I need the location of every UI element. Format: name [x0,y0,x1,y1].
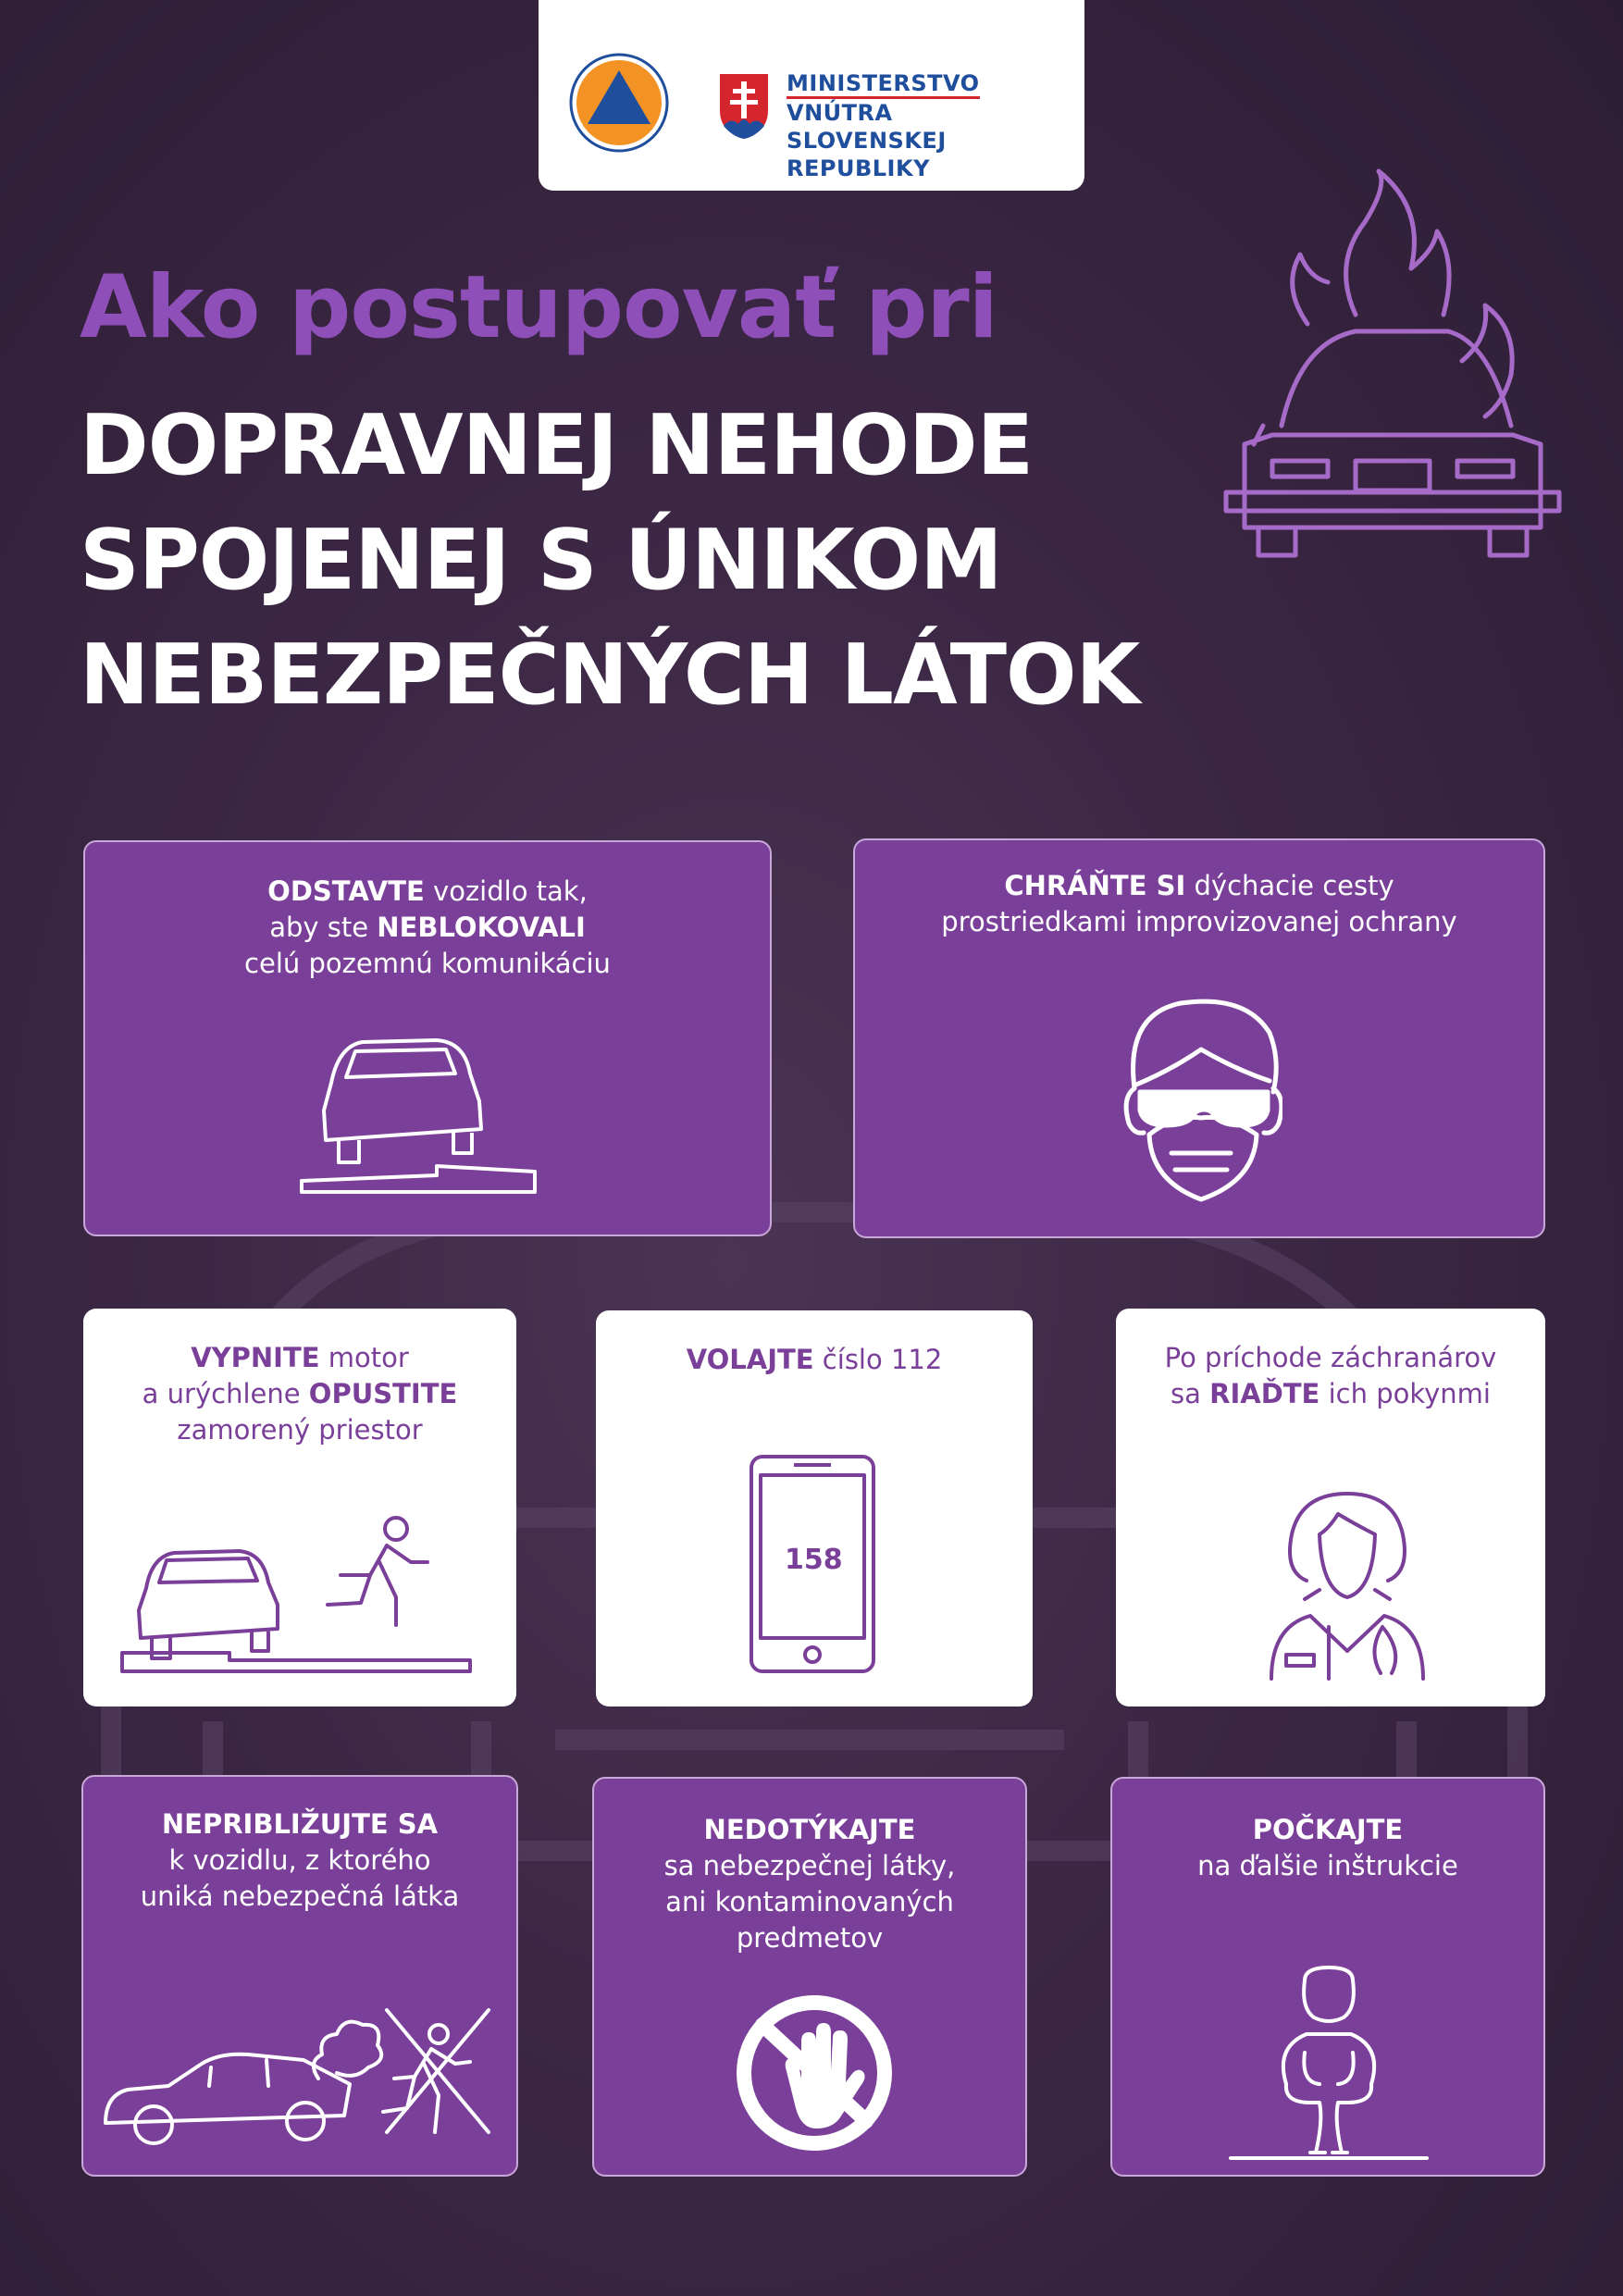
card-wait [1110,1777,1545,2177]
face-mask-icon [1116,996,1282,1209]
ministry-name [787,69,1084,182]
card-protect-bold1: CHRÁŇTE SI [1004,870,1186,901]
card-park-text2: aby ste [269,912,378,943]
card-wait-bold1: POČKAJTE [1252,1814,1404,1845]
title-line1: DOPRAVNEJ NEHODE [80,397,1034,494]
ministry-line2: VNÚTRA [787,100,893,126]
card-park-text3: celú pozemnú komunikáciu [244,948,611,979]
card-notouch-bold1: NEDOTÝKAJTE [703,1814,916,1845]
card-engine-text1: motor [319,1342,409,1373]
civil-protection-logo [568,52,670,154]
card-call-bold1: VOLAJTE [686,1344,814,1375]
card-wait-text1: na ďalšie inštrukcie [1197,1850,1458,1881]
card-protect-text [873,868,1525,940]
card-wait-text [1131,1812,1525,1884]
card-engine-text3: zamorený priestor [177,1414,423,1446]
card-notouch-text1: sa nebezpečnej látky, [663,1850,956,1881]
card-notouch-text3: predmetov [736,1922,884,1954]
page-title [80,389,1139,733]
leaking-car-no-approach-icon [100,1993,507,2160]
card-park-bold2: NEBLOKOVALI [377,912,586,943]
sitting-person-icon [1227,1964,1431,2167]
title-line2: SPOJENEJ S ÚNIKOM [80,512,1002,609]
card-rescuers-text1: Po príchode záchranárov [1164,1342,1497,1373]
card-rescuers-bold1: RIAĎTE [1209,1378,1320,1409]
burning-car-icon [1171,167,1578,574]
card-protect-text1: dýchacie cesty [1185,870,1394,901]
card-rescuers-text [1134,1340,1527,1412]
card-park-text [104,874,751,982]
card-do-not-touch [592,1777,1027,2177]
card-call-text1: číslo 112 [813,1344,943,1375]
header-logo-plate [539,0,1084,191]
slovak-coat-of-arms-icon [718,72,770,141]
card-protect-text2: prostriedkami improvizovanej ochrany [941,906,1457,937]
no-touch-hand-icon [731,1990,898,2156]
card-keepaway-text2: uniká nebezpečná látka [140,1880,460,1912]
ministry-line1: MINISTERSTVO [787,70,980,99]
card-keepaway-bold1: NEPRIBLIŽUJTE SA [161,1808,439,1840]
card-keep-away [81,1775,518,2177]
card-park-text1: vozidlo tak, [424,875,588,907]
ministry-line3: SLOVENSKEJ REPUBLIKY [787,128,947,181]
card-notouch-text2: ani kontaminovaných [665,1886,954,1917]
card-keepaway-text [102,1806,498,1915]
car-on-curb-icon [298,1036,557,1203]
card-keepaway-text1: k vozidlu, z ktorého [168,1844,431,1876]
card-park-vehicle [83,840,772,1236]
title-lead: Ako postupovať pri [80,257,997,358]
card-notouch-text [613,1812,1007,1956]
medic-icon [1264,1488,1431,1682]
card-engine-text [102,1340,498,1448]
card-call-112 [596,1310,1033,1706]
card-engine-off [83,1309,516,1706]
card-rescuers-text2: sa [1171,1378,1210,1409]
card-call-text [614,1342,1014,1378]
title-line3: NEBEZPEČNÝCH LÁTOK [80,627,1140,724]
card-engine-bold2: OPUSTITE [308,1378,458,1409]
card-park-bold1: ODSTAVTE [267,875,425,907]
card-engine-bold1: VYPNITE [191,1342,320,1373]
card-engine-text2: a urýchlene [142,1378,309,1409]
car-and-running-person-icon [118,1514,489,1681]
phone-display-number: 158 [785,1544,843,1576]
card-protect-airways [853,838,1545,1238]
card-follow-rescuers [1116,1309,1545,1706]
card-rescuers-text3: ich pokynmi [1319,1378,1491,1409]
